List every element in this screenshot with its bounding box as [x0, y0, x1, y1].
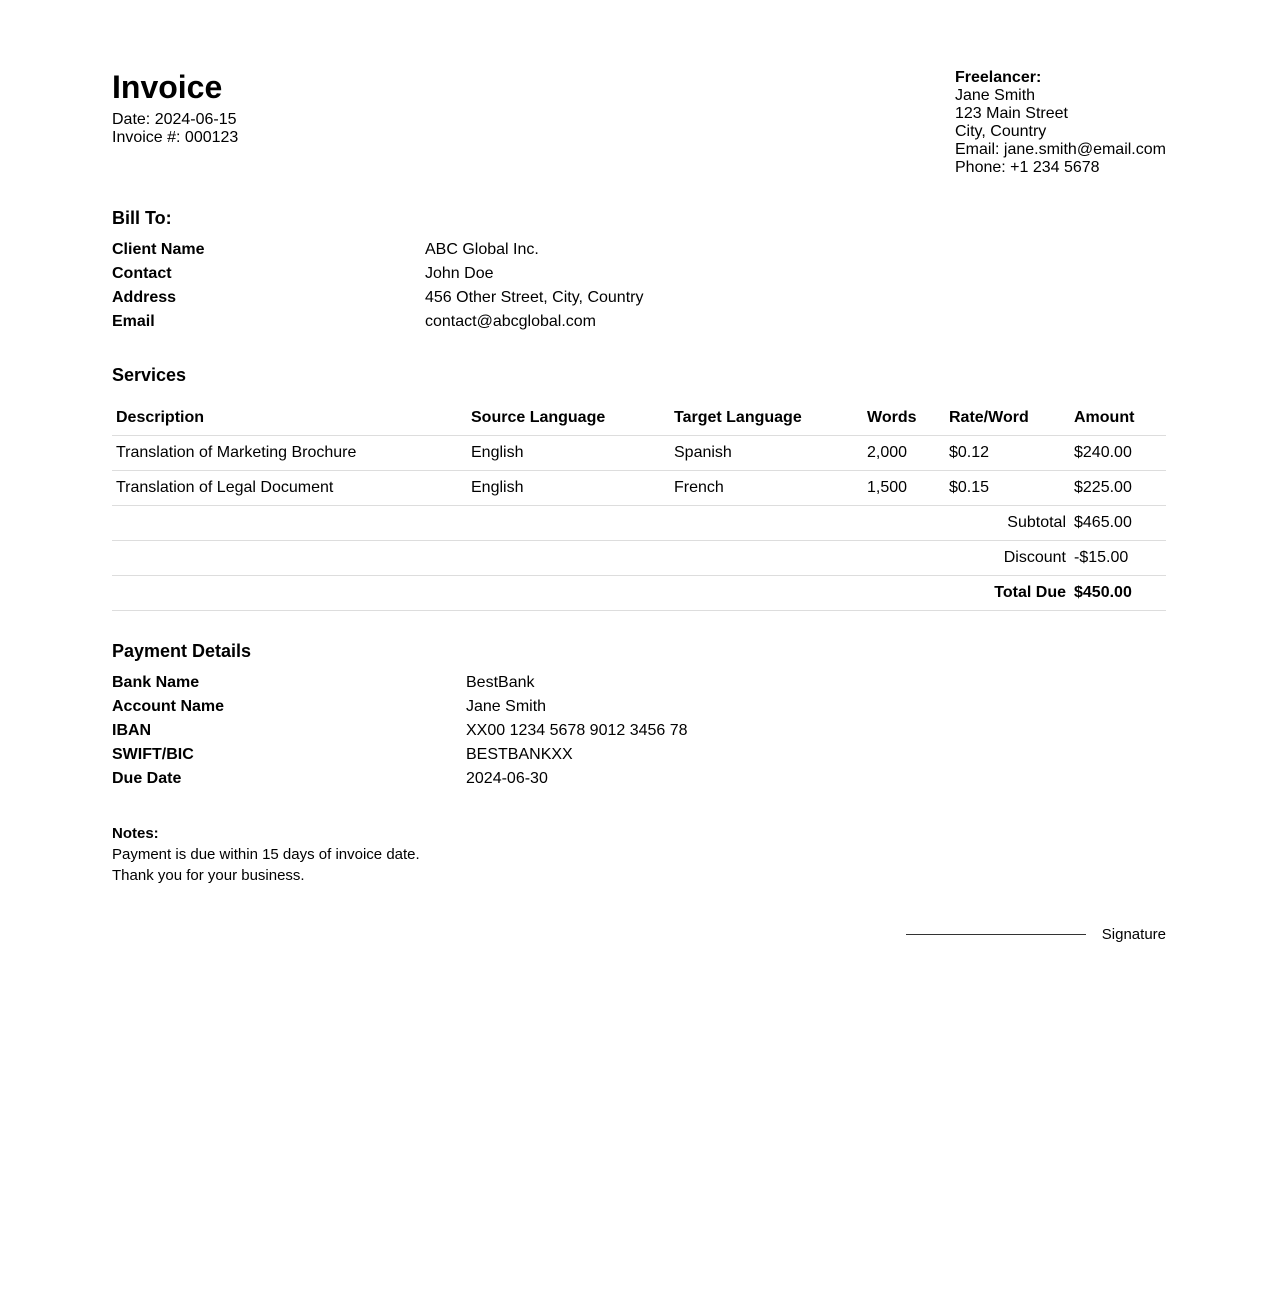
column-header-rate: Rate/Word [945, 400, 1070, 436]
field-label: Address [112, 289, 177, 306]
field-label: Bank Name [112, 674, 200, 691]
notes-section [112, 823, 420, 886]
cell-rate: $0.12 [945, 436, 1070, 471]
field-label: Contact [112, 265, 172, 282]
field-value: ABC Global Inc. [425, 241, 539, 258]
payment-heading: Payment Details [112, 641, 252, 661]
discount-value: -$15.00 [1070, 541, 1166, 576]
payment-row [112, 767, 688, 791]
freelancer-email: Email: jane.smith@email.com [955, 141, 1166, 158]
freelancer-name: Jane Smith [955, 87, 1036, 104]
signature-line [906, 934, 1086, 935]
signature-label: Signature [1101, 926, 1166, 943]
services-table [112, 400, 1166, 611]
field-label: IBAN [112, 722, 152, 739]
invoice-number: Invoice #: 000123 [112, 129, 239, 146]
freelancer-phone: Phone: +1 234 5678 [955, 159, 1100, 176]
field-value: 2024-06-30 [466, 770, 548, 787]
total-row [112, 576, 1166, 611]
payment-row [112, 719, 688, 743]
page-title: Invoice [112, 69, 223, 105]
payment-row [112, 695, 688, 719]
notes-label: Notes: [112, 825, 159, 842]
freelancer-city: City, Country [955, 123, 1047, 140]
bill-to-row [112, 238, 643, 262]
cell-source-language: English [467, 471, 670, 506]
cell-target-language: Spanish [670, 436, 863, 471]
table-row [112, 471, 1166, 506]
bill-to-row [112, 310, 643, 334]
field-value: John Doe [425, 265, 494, 282]
field-label: Due Date [112, 770, 182, 787]
subtotal-value: $465.00 [1070, 506, 1166, 541]
bill-to-details [112, 238, 643, 334]
discount-label: Discount [112, 541, 1070, 576]
freelancer-label: Freelancer: [955, 69, 1042, 86]
payment-details [112, 671, 688, 791]
services-heading: Services [112, 365, 187, 385]
field-value: BestBank [466, 674, 535, 691]
field-label: SWIFT/BIC [112, 746, 194, 763]
table-row [112, 436, 1166, 471]
column-header-description: Description [112, 400, 467, 436]
field-value: Jane Smith [466, 698, 547, 715]
bill-to-heading: Bill To: [112, 208, 172, 228]
payment-row [112, 743, 688, 767]
field-label: Client Name [112, 241, 205, 258]
discount-row [112, 541, 1166, 576]
field-value: 456 Other Street, City, Country [425, 289, 644, 306]
total-label: Total Due [112, 576, 1070, 611]
invoice-header [112, 0, 1166, 200]
column-header-source-language: Source Language [467, 400, 670, 436]
field-label: Email [112, 313, 155, 330]
signature-block [906, 926, 1166, 943]
cell-target-language: French [670, 471, 863, 506]
field-label: Account Name [112, 698, 225, 715]
table-header-row [112, 400, 1166, 436]
bill-to-row [112, 262, 643, 286]
cell-amount: $240.00 [1070, 436, 1166, 471]
invoice-meta [112, 111, 238, 147]
cell-words: 1,500 [863, 471, 945, 506]
column-header-words: Words [863, 400, 945, 436]
cell-words: 2,000 [863, 436, 945, 471]
field-value: XX00 1234 5678 9012 3456 78 [466, 722, 688, 739]
field-value: BESTBANKXX [466, 746, 573, 763]
freelancer-info [955, 69, 1166, 177]
column-header-amount: Amount [1070, 400, 1166, 436]
cell-rate: $0.15 [945, 471, 1070, 506]
freelancer-street: 123 Main Street [955, 105, 1068, 122]
cell-description: Translation of Legal Document [112, 471, 467, 506]
cell-source-language: English [467, 436, 670, 471]
payment-row [112, 671, 688, 695]
column-header-target-language: Target Language [670, 400, 863, 436]
cell-description: Translation of Marketing Brochure [112, 436, 467, 471]
total-value: $450.00 [1070, 576, 1166, 611]
notes-line: Thank you for your business. [112, 867, 305, 884]
field-value: contact@abcglobal.com [425, 313, 596, 330]
subtotal-label: Subtotal [112, 506, 1070, 541]
invoice-page [112, 0, 1166, 943]
invoice-date: Date: 2024-06-15 [112, 111, 237, 128]
bill-to-row [112, 286, 643, 310]
cell-amount: $225.00 [1070, 471, 1166, 506]
notes-line: Payment is due within 15 days of invoice date. [112, 846, 420, 863]
subtotal-row [112, 506, 1166, 541]
